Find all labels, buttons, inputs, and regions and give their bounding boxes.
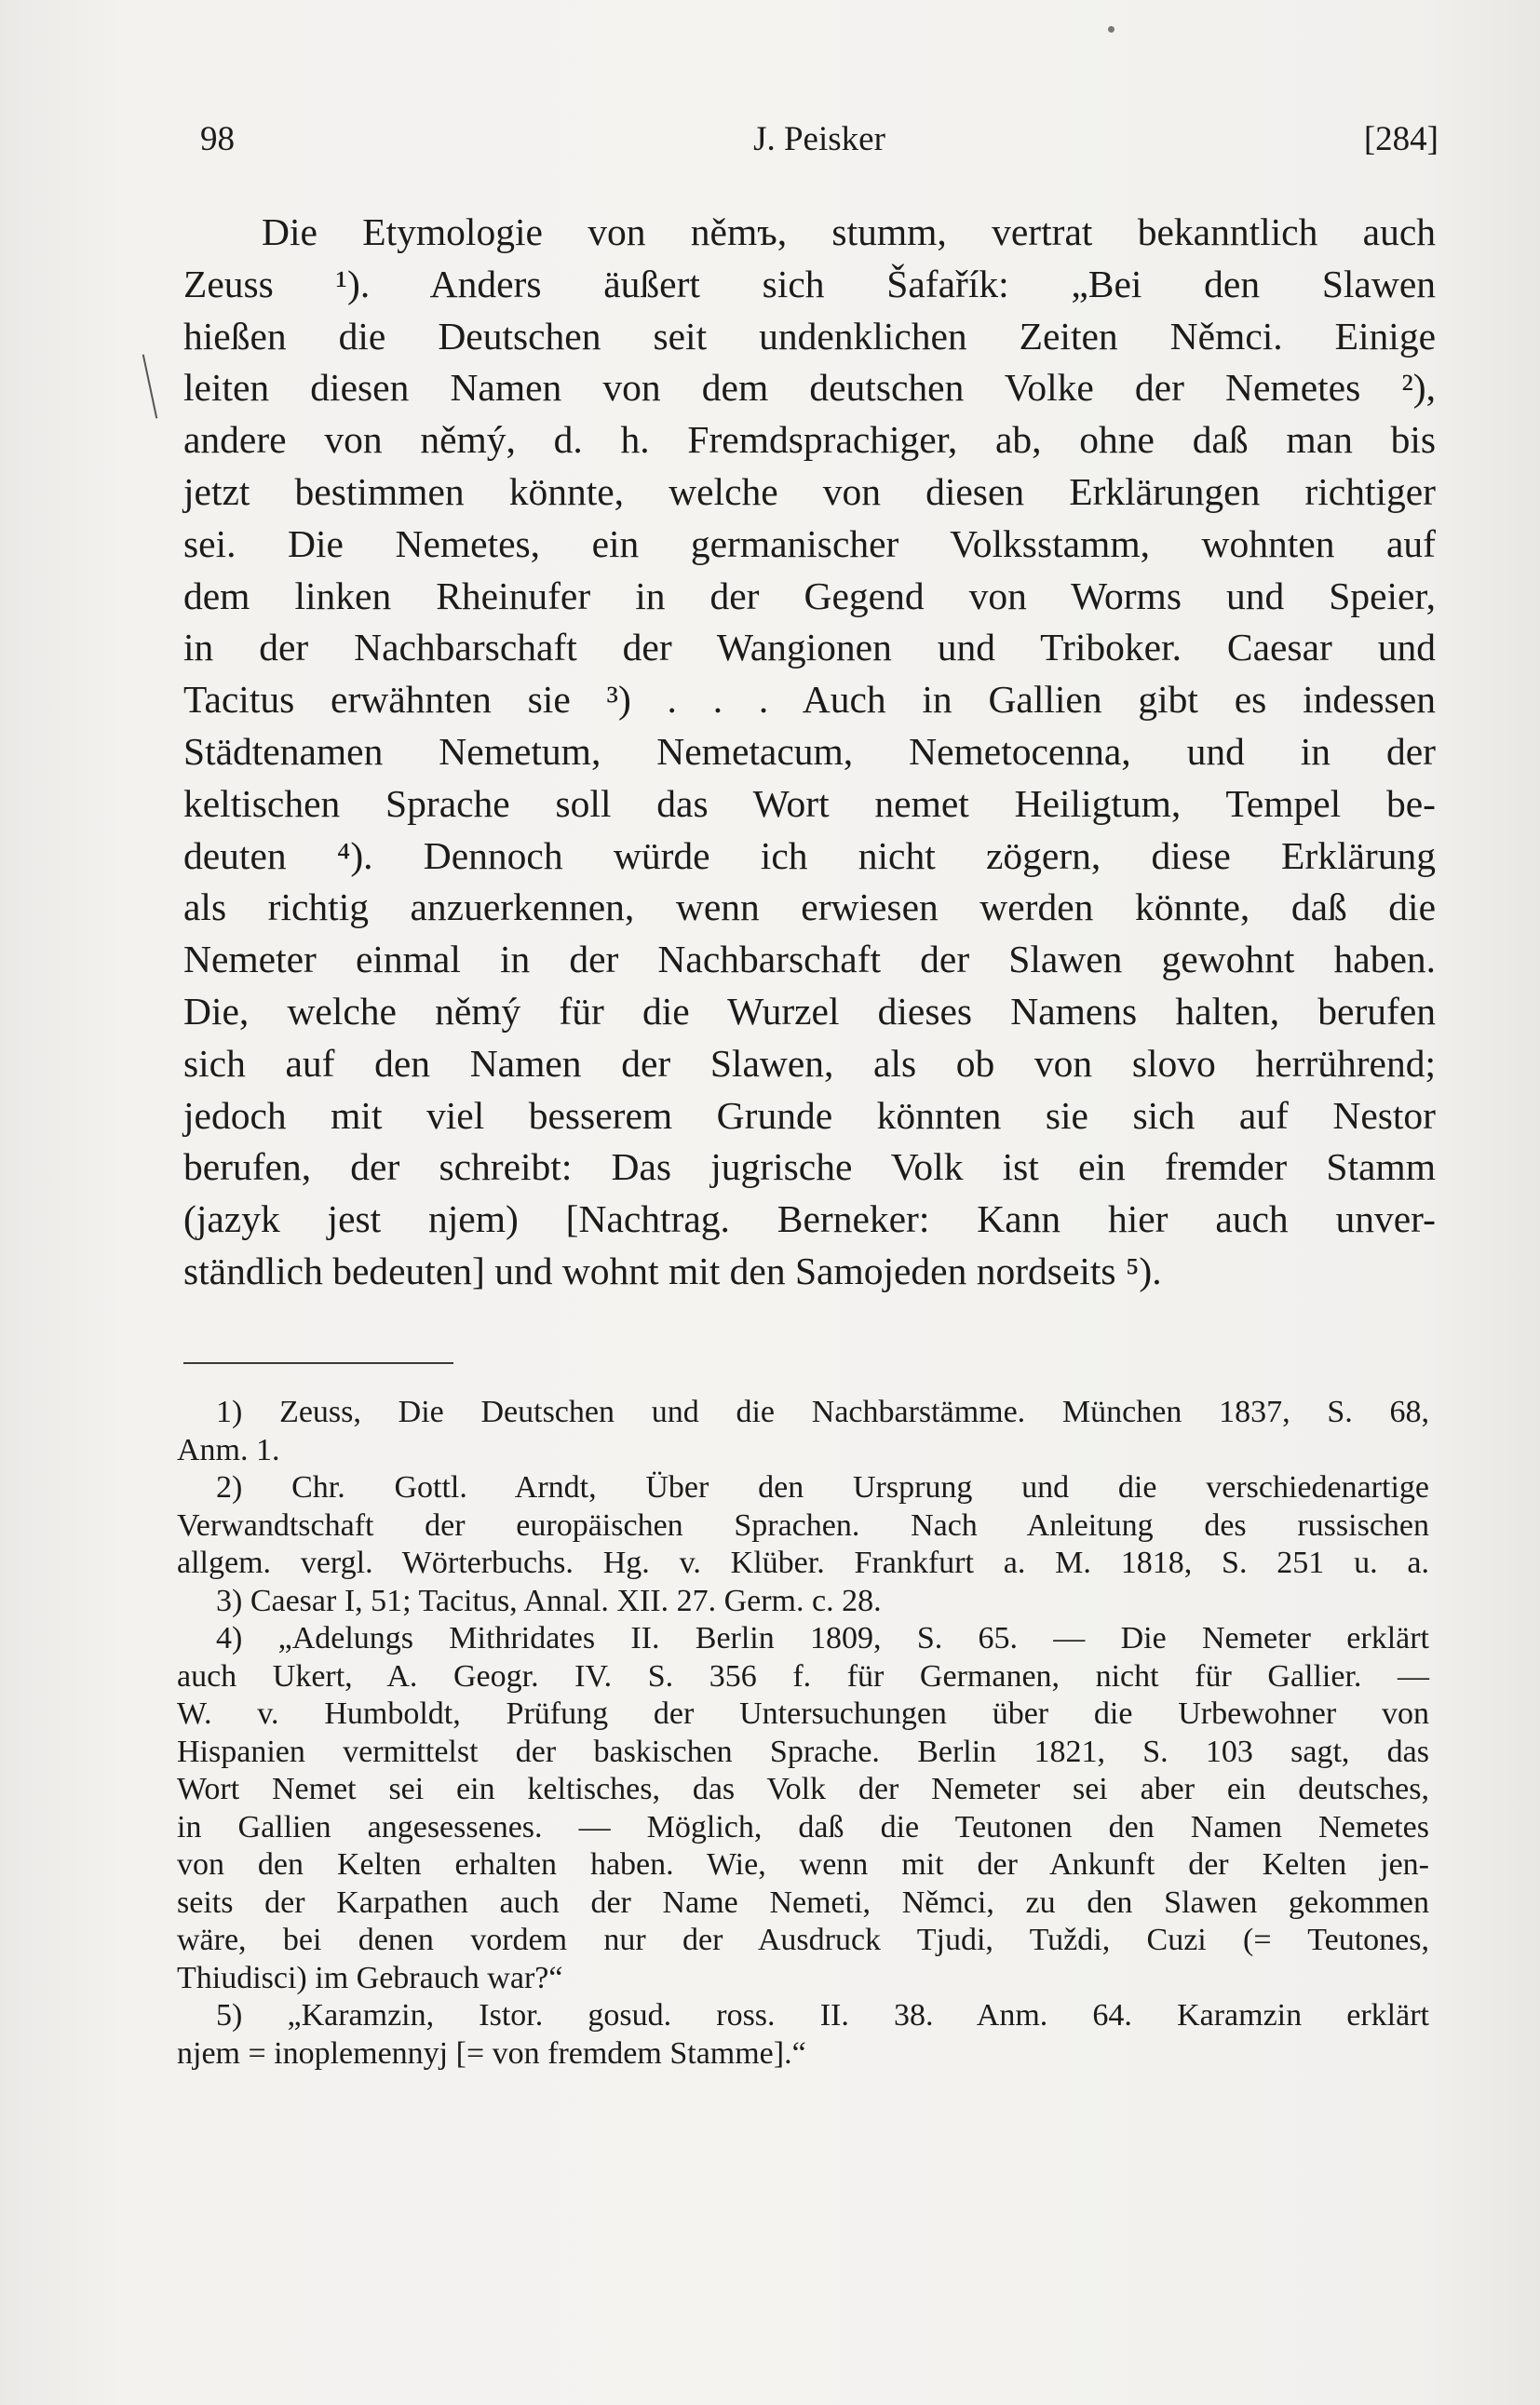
footnote-line: 3) Caesar I, 51; Tacitus, Annal. XII. 27. Germ. c. 28. [216, 1583, 882, 1618]
text-line: sei. Die Nemetes, ein germanischer Volksstamm, wohnten auf [183, 521, 1436, 565]
footnote-line: in Gallien angesessenes. — Möglich, daß die Teutonen den Namen Nemetes [177, 1809, 1429, 1844]
text-line: (jazyk jest njem) [Nachtrag. Berneker: Kann hier auch unver- [183, 1197, 1436, 1241]
text-line: Die, welche němý für die Wurzel dieses Namens halten, berufen [183, 989, 1436, 1033]
footnote-line: 4) „Adelungs Mithridates II. Berlin 1809, S. 65. — Die Nemeter erklärt [216, 1621, 1429, 1655]
text-line: leiten diesen Namen von dem deutschen Volke der Nemetes ²), [183, 366, 1436, 410]
text-line: ständlich bedeuten] und wohnt mit den Samojeden nordseits ⁵). [183, 1249, 1162, 1292]
footnote-line: 2) Chr. Gottl. Arndt, Über den Ursprung und die verschiedenartige [216, 1470, 1429, 1505]
main-text [183, 207, 1436, 1298]
footnote-line: wäre, bei denen vordem nur der Ausdruck Tjudi, Tuždi, Cuzi (= Teutones, [177, 1923, 1429, 1957]
text-line: jedoch mit viel besserem Grunde könnten sie sich auf Nestor [183, 1093, 1436, 1137]
text-line: Tacitus erwähnten sie ³) . . . Auch in Gallien gibt es indessen [183, 678, 1436, 722]
text-line: deuten ⁴). Dennoch würde ich nicht zögern, diese Erklärung [183, 833, 1436, 877]
text-line: als richtig anzuerkennen, wenn erwiesen werden könnte, daß die [183, 885, 1436, 929]
footnote-line: Wort Nemet sei ein keltisches, das Volk der Nemeter sei aber ein deutsches, [177, 1772, 1429, 1806]
text-line: dem linken Rheinufer in der Gegend von Worms und Speier, [183, 574, 1436, 617]
margin-pencil-mark [142, 355, 158, 419]
paper-speck [1108, 26, 1114, 33]
text-line: andere von němý, d. h. Fremdsprachiger, ab, ohne daß man bis [183, 418, 1436, 462]
text-line: in der Nachbarschaft der Wangionen und Triboker. Caesar und [183, 626, 1436, 669]
footnote-line: Hispanien vermittelst der baskischen Sprache. Berlin 1821, S. 103 sagt, das [177, 1734, 1429, 1769]
footnote-line: W. v. Humboldt, Prüfung der Untersuchungen über die Urbewohner von [177, 1696, 1429, 1731]
text-line: berufen, der schreibt: Das jugrische Volk ist ein fremder Stamm [183, 1145, 1436, 1189]
page-number: 98 [200, 120, 235, 158]
original-page-reference: [284] [1363, 120, 1439, 158]
text-line: Zeuss ¹). Anders äußert sich Šafařík: „Bei den Slawen [183, 262, 1436, 305]
footnote-separator [183, 1362, 453, 1364]
footnote-line: von den Kelten erhalten haben. Wie, wenn mit der Ankunft der Kelten jen- [177, 1847, 1429, 1882]
text-line: Städtenamen Nemetum, Nemetacum, Nemetocenna, und in der [183, 729, 1436, 773]
text-line: jetzt bestimmen könnte, welche von diesen Erklärungen richtiger [183, 469, 1436, 513]
text-line: sich auf den Namen der Slawen, als ob von slovo herrührend; [183, 1041, 1436, 1085]
text-line: hießen die Deutschen seit undenklichen Zeiten Němci. Einige [183, 314, 1436, 358]
footnote-line: allgem. vergl. Wörterbuchs. Hg. v. Klüber. Frankfurt a. M. 1818, S. 251 u. a. [177, 1546, 1429, 1580]
running-head-author: J. Peisker [753, 120, 885, 158]
footnote-line: njem = inoplemennyj [= von fremdem Stamme].“ [177, 2035, 806, 2071]
text-line: keltischen Sprache soll das Wort nemet Heiligtum, Tempel be- [183, 781, 1436, 825]
running-header [200, 119, 1439, 175]
text-line: Nemeter einmal in der Nachbarschaft der Slawen gewohnt haben. [183, 938, 1436, 981]
text-line: Die Etymologie von němъ, stumm, vertrat bekanntlich auch [262, 210, 1436, 253]
footnote-line: seits der Karpathen auch der Name Nemeti, Němci, zu den Slawen gekommen [177, 1885, 1429, 1920]
footnote-line: 5) „Karamzin, Istor. gosud. ross. II. 38. Anm. 64. Karamzin erklärt [216, 1998, 1429, 2033]
footnote-line: Anm. 1. [177, 1432, 280, 1467]
footnotes [177, 1394, 1429, 2073]
footnote-line: auch Ukert, A. Geogr. IV. S. 356 f. für Germanen, nicht für Gallier. — [177, 1658, 1429, 1694]
footnote-line: Thiudisci) im Gebrauch war?“ [177, 1960, 563, 1995]
footnote-line: Verwandtschaft der europäischen Sprachen. Nach Anleitung des russischen [177, 1507, 1429, 1543]
footnote-line: 1) Zeuss, Die Deutschen und die Nachbarstämme. München 1837, S. 68, [216, 1395, 1429, 1429]
